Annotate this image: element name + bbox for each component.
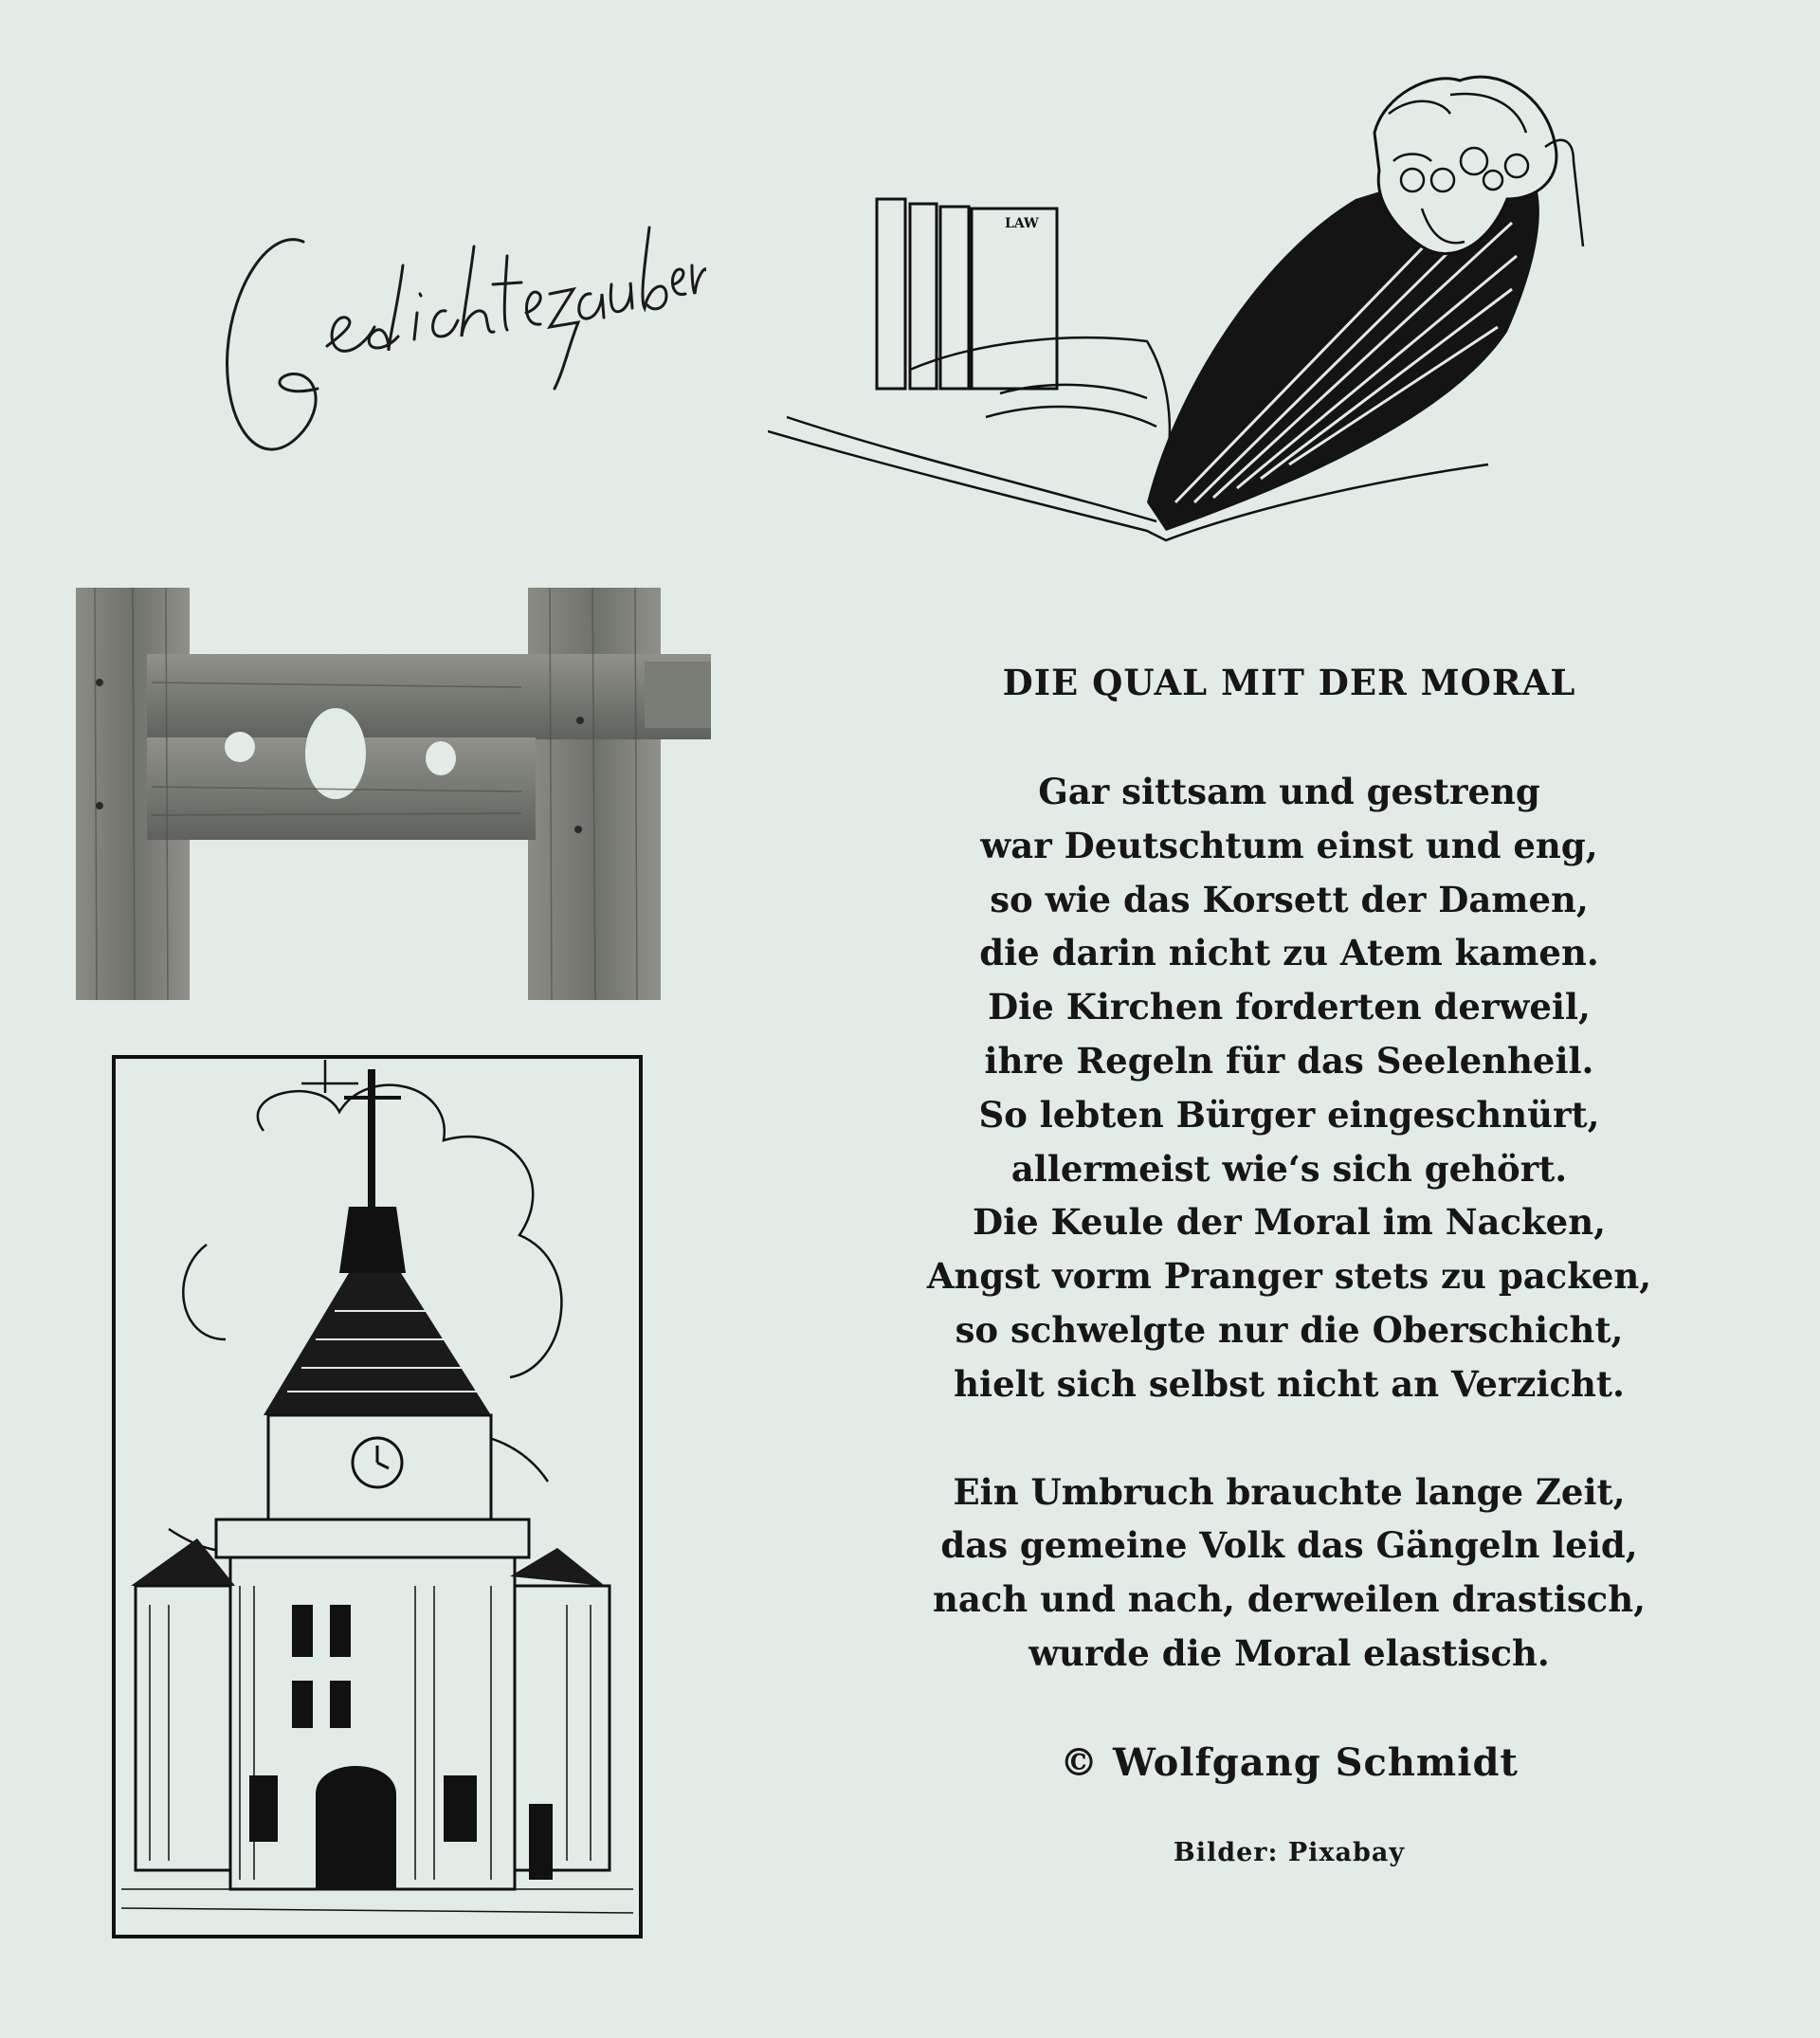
poem-line: so schwelgte nur die Oberschicht,: [955, 1308, 1624, 1351]
poem-line: So lebten Bürger eingeschnürt,: [978, 1093, 1600, 1136]
poem: [853, 654, 1725, 1872]
poem-line: wurde die Moral elastisch.: [1028, 1631, 1550, 1674]
stanza-2: [853, 1465, 1725, 1681]
poem-line: Die Keule der Moral im Nacken,: [972, 1201, 1607, 1244]
poem-line: die darin nicht zu Atem kamen.: [979, 932, 1599, 974]
poem-line: das gemeine Volk das Gängeln leid,: [940, 1524, 1638, 1567]
poem-title: DIE QUAL MIT DER MORAL: [1002, 662, 1576, 703]
poem-line: hielt sich selbst nicht an Verzicht.: [954, 1362, 1625, 1405]
poem-line: Angst vorm Pranger stets zu packen,: [926, 1255, 1652, 1298]
poem-line: war Deutschtum einst und eng,: [980, 824, 1598, 866]
poem-line: so wie das Korsett der Damen,: [990, 878, 1589, 920]
image-credit: Bilder: Pixabay: [1173, 1837, 1406, 1867]
clock-tower-illustration: [112, 1055, 643, 1938]
poem-line: allermeist wie‘s sich gehört.: [1010, 1147, 1568, 1190]
poem-line: Gar sittsam und gestreng: [1038, 771, 1540, 812]
poem-line: ihre Regeln für das Seelenheil.: [984, 1039, 1594, 1082]
pillory-photo: [76, 588, 711, 1000]
law-book-label: LAW: [1005, 216, 1039, 231]
poem-line: nach und nach, derweilen drastisch,: [933, 1578, 1646, 1621]
author-copyright: © Wolfgang Schmidt: [1060, 1739, 1519, 1785]
judge-reading-illustration: [768, 57, 1668, 550]
gedichtezauber-logo: [213, 152, 706, 531]
stanza-1: [853, 765, 1725, 1411]
poem-line: Die Kirchen forderten derweil,: [988, 986, 1591, 1028]
poem-line: Ein Umbruch brauchte lange Zeit,: [953, 1470, 1626, 1513]
